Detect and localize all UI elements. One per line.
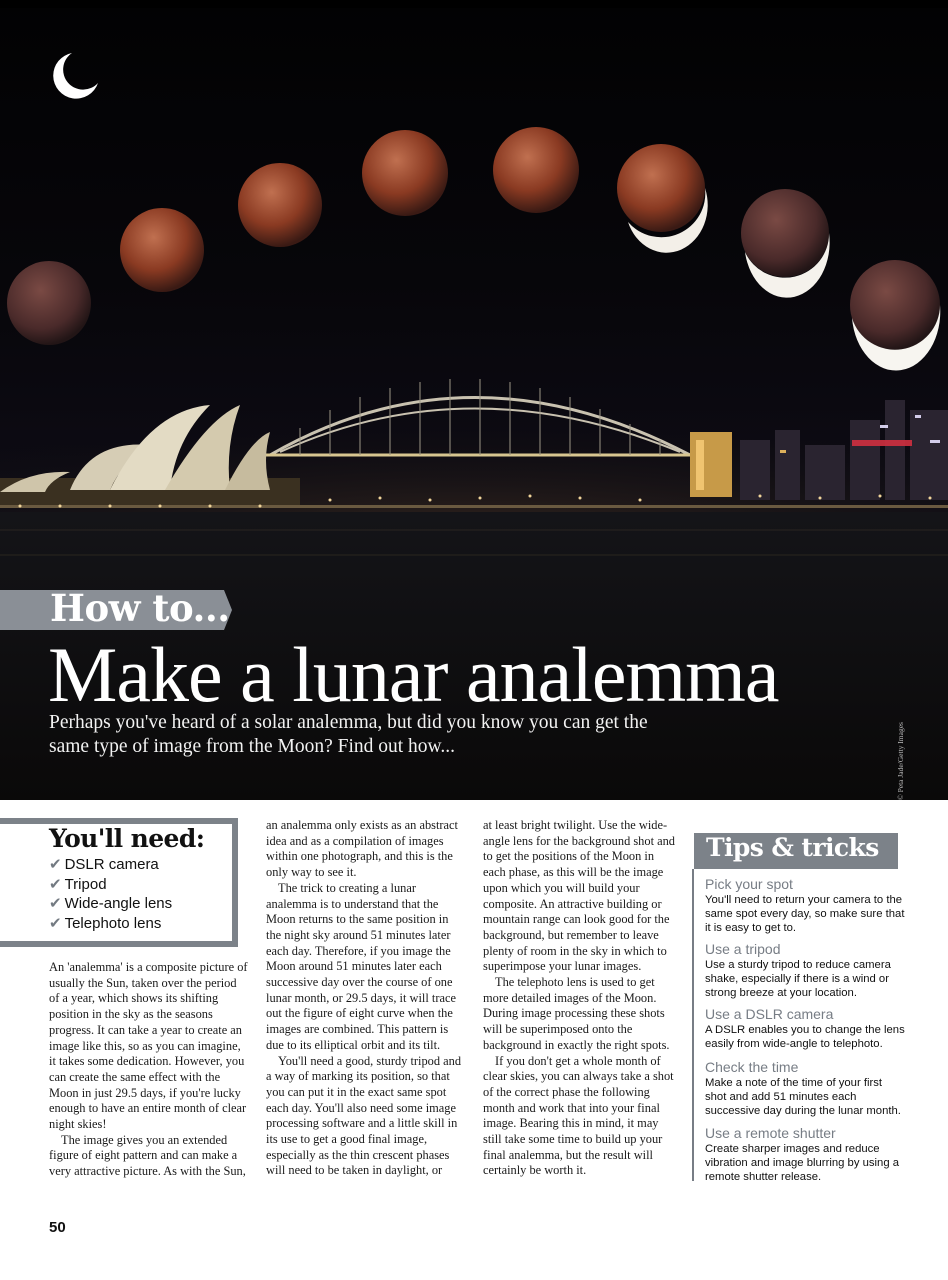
tip-heading: Check the time (705, 1059, 799, 1075)
body-paragraph: The trick to creating a lunar analemma is to understand that the Moon returns to the same position in the night sky around 51 minutes later each day. Therefore, if you image the Moon around 51 minutes later each successive day over the course of one lunar month, or 29.5 days, it will trace out the figure of eight curve when the images are combined. This pattern is due to its elliptical orbit and its tilt. (266, 880, 456, 1052)
moon-phases (7, 127, 940, 371)
body-paragraph: at least bright twilight. Use the wide-angle lens for the background shot and to get the positions of the Moon in each phase, as this will be the image upon which you will build your composite. An attractive building or mountain range can look good for the background, but remember to leave plenty of room in the sky in which to superimpose your lunar images. (483, 818, 676, 974)
checkmark-icon: ✔ (49, 855, 62, 873)
tip-item (705, 1059, 905, 1118)
body-paragraph: The image gives you an extended figure of eight pattern and can make a very attractive picture. As with the Sun, (49, 1132, 246, 1179)
body-paragraph: You'll need a good, sturdy tripod and a way of marking its position, so that you can put it in the exact same spot each day. You'll also need some image processing software and a little skill in its use to get a good final image, especially as the thin crescent phases will need to be taken in daylight, or (266, 1053, 462, 1178)
you-need-list (49, 855, 172, 933)
need-item-label: DSLR camera (64, 856, 159, 873)
tip-item (705, 1006, 905, 1051)
body-column-2 (266, 818, 466, 1179)
need-item-label: Telephoto lens (64, 914, 162, 932)
you-need-title: You'll need: (49, 824, 205, 853)
tip-item (705, 941, 905, 1000)
checkmark-icon: ✔ (49, 874, 62, 893)
tip-heading: Use a remote shutter (705, 1125, 836, 1141)
list-item (49, 894, 172, 914)
tip-heading: Use a tripod (705, 941, 781, 957)
need-item-label: Wide-angle lens (64, 895, 173, 912)
tip-body: Create sharper images and reduce vibration and image blurring by using a remote shutter release. (705, 1143, 900, 1183)
need-item-label: Tripod (64, 875, 107, 893)
tip-item (705, 876, 905, 935)
tip-item (705, 1125, 905, 1184)
body-column-1 (49, 960, 249, 1180)
body-paragraph: The telephoto lens is used to get more detailed images of the Moon. During image processing these shots will be superimposed onto the background in exactly the right spots. (483, 975, 670, 1052)
tip-heading: Pick your spot (705, 876, 793, 892)
list-item (49, 914, 172, 934)
photo-credit: © Peta Jade/Getty Images (896, 722, 905, 800)
tip-body: You'll need to return your camera to the same spot every day, so make sure that it is easy to get to. (705, 894, 905, 934)
body-column-3 (483, 818, 678, 1179)
list-item (49, 875, 172, 895)
tip-body: Make a note of the time of your first shot and add 51 minutes each successive day during the lunar month. (705, 1077, 901, 1117)
checkmark-icon: ✔ (49, 913, 62, 932)
article-subtitle: Perhaps you've heard of a solar analemma, but did you know you can get the same type of image from the Moon? Find out how... (49, 712, 648, 757)
tip-body: Use a sturdy tripod to reduce camera shake, especially if there is a wind or strong breeze at your location. (705, 959, 891, 999)
list-item (49, 855, 172, 875)
tip-body: A DSLR enables you to change the lens easily from wide-angle to telephoto. (705, 1024, 905, 1050)
tips-divider (692, 869, 694, 1181)
tips-title: Tips & tricks (706, 833, 879, 862)
body-paragraph: An 'analemma' is a composite picture of usually the Sun, taken over the period of a year, which shows its shifting position in the sky as the seasons progress. It can take a year to create an image like this, so as you can imagine, it takes some dedication. However, you can create the same effect with the Moon in just 29.5 days, if you're lucky enough to have an entire month of clear night skies! (49, 960, 248, 1132)
how-to-kicker: How to... (50, 586, 230, 630)
checkmark-icon: ✔ (49, 894, 62, 912)
body-paragraph: an analemma only exists as an abstract idea and as a compilation of images within one photograph, and this is the only way to see it. (266, 818, 458, 880)
body-paragraph: If you don't get a whole month of clear skies, you can always take a shot of the correct phase the following month and work that into your final image. Bearing this in mind, it may still take some time to build up your final analemma, but the result will certainly be worth it. (483, 1053, 674, 1178)
page-number: 50 (49, 1219, 66, 1236)
article-title: Make a lunar analemma (48, 631, 779, 718)
crescent-moon-icon (50, 50, 100, 100)
tip-heading: Use a DSLR camera (705, 1006, 834, 1022)
